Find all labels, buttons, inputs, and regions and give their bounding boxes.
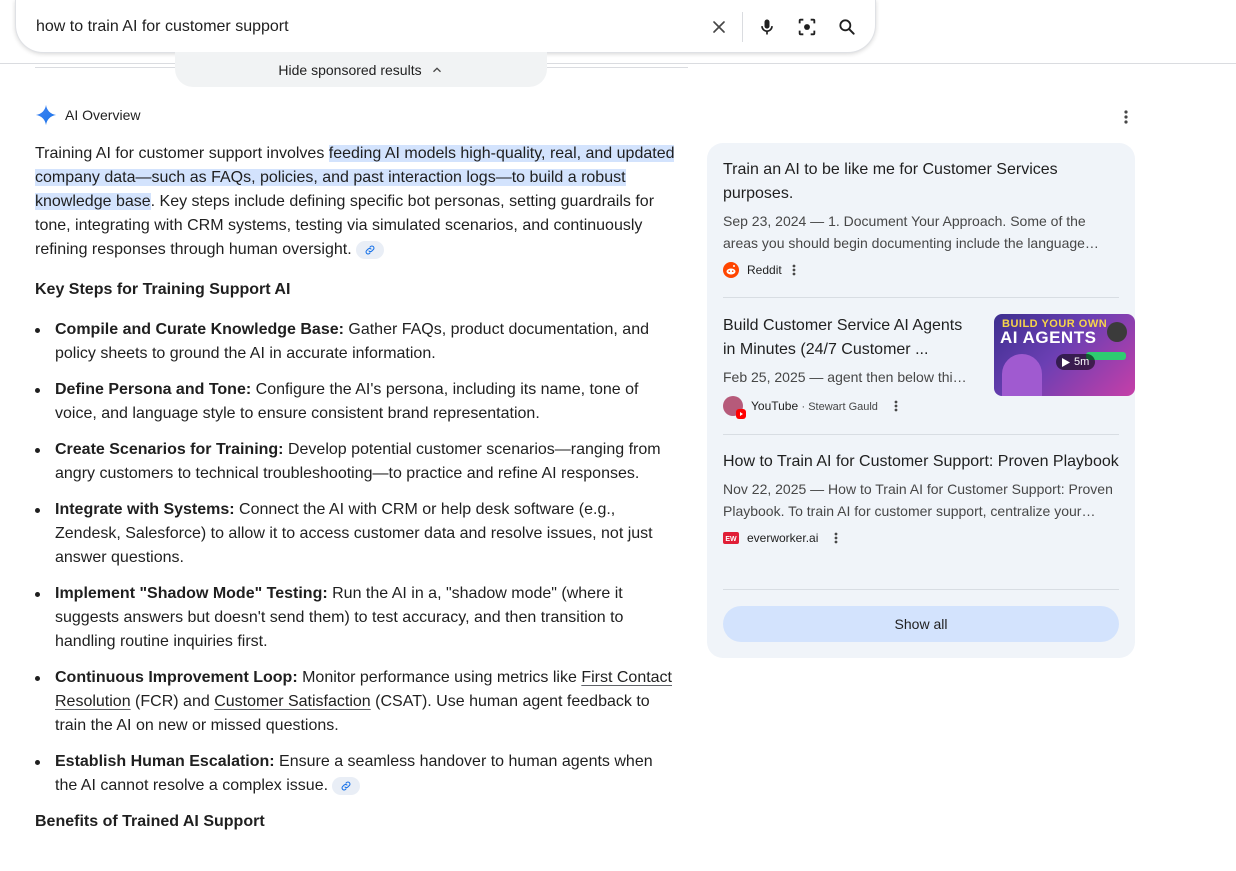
list-item	[35, 498, 675, 570]
source-title[interactable]: How to Train AI for Customer Support: Proven Playbook	[723, 453, 1119, 470]
ai-overview-title: AI Overview	[65, 107, 141, 123]
key-steps-heading: Key Steps for Training Support AI	[35, 281, 291, 298]
source-title[interactable]: Build Customer Service AI Agents in Minutes (24/7 Customer ...	[723, 317, 963, 358]
svg-text:EW: EW	[725, 536, 737, 543]
intro-highlight[interactable]: feeding AI models high-quality, real, and updated company data—such as FAQs, policies, and past interaction logs—to build a robust knowledge base	[35, 145, 675, 210]
thumbnail-text-top: BUILD YOUR OWN	[1002, 318, 1108, 330]
youtube-icon	[736, 409, 746, 419]
step-title: Continuous Improvement Loop:	[55, 669, 298, 686]
step-title: Create Scenarios for Training:	[55, 441, 284, 458]
list-item	[35, 318, 675, 366]
thumbnail-person-image	[1002, 354, 1042, 396]
first-contact-resolution-link[interactable]: First Contact Resolution	[55, 669, 672, 710]
microphone-icon[interactable]	[753, 13, 781, 41]
step-title: Integrate with Systems:	[55, 501, 235, 518]
everworker-icon	[723, 530, 739, 546]
divider	[723, 434, 1119, 435]
thumbnail-face-image	[1107, 322, 1127, 342]
thumbnail-text-main: AI AGENTS	[1000, 328, 1097, 347]
customer-satisfaction-link[interactable]: Customer Satisfaction	[214, 693, 371, 710]
divider	[723, 589, 1119, 590]
sources-panel	[707, 143, 1135, 658]
source-snippet: Sep 23, 2024 — 1. Document Your Approach. Some of the areas you should begin documenting include the language…	[723, 213, 1099, 251]
link-icon	[364, 244, 376, 256]
ai-overview-header	[35, 104, 140, 126]
source-meta	[723, 530, 1119, 546]
source-meta	[723, 396, 1119, 416]
step-title: Implement "Shadow Mode" Testing:	[55, 585, 328, 602]
video-duration-badge	[1056, 354, 1095, 370]
gemini-sparkle-icon	[35, 104, 57, 126]
search-icon[interactable]	[833, 13, 861, 41]
source-link-chip[interactable]	[332, 777, 360, 795]
step-title: Compile and Curate Knowledge Base:	[55, 321, 344, 338]
source-link-chip[interactable]	[356, 241, 384, 259]
source-site[interactable]: everworker.ai	[747, 531, 819, 545]
source-card[interactable]	[723, 314, 1119, 416]
source-author: · Stewart Gauld	[801, 401, 878, 413]
list-item	[35, 666, 675, 738]
step-text: (CSAT). Use human agent feedback to train the AI on new or missed questions.	[55, 693, 650, 734]
avatar	[723, 396, 743, 416]
search-divider	[742, 12, 743, 42]
hide-sponsored-label: Hide sponsored results	[278, 61, 422, 78]
intro-paragraph	[35, 142, 675, 262]
more-options-icon[interactable]	[792, 264, 796, 276]
list-item	[35, 378, 675, 426]
step-text: Connect the AI with CRM or help desk software (e.g., Zendesk, Salesforce) to allow it to access customer data and resolve issues, not just answer questions.	[55, 501, 653, 566]
search-input[interactable]	[36, 14, 676, 40]
show-all-button[interactable]: Show all	[723, 606, 1119, 642]
source-site[interactable]: YouTube	[751, 399, 799, 413]
search-box	[15, 0, 876, 53]
intro-text-after: . Key steps include defining specific bot personas, setting guardrails for tone, integrating with CRM systems, testing via simulated scenarios, and continuously refining responses through human oversight.	[35, 193, 655, 258]
clear-icon[interactable]	[705, 13, 733, 41]
chevron-up-icon	[430, 63, 444, 77]
step-text: Ensure a seamless handover to human agents when the AI cannot resolve a complex issue.	[55, 753, 653, 794]
step-text: Monitor performance using metrics like	[297, 669, 582, 686]
play-icon	[1062, 358, 1070, 367]
list-item	[35, 438, 675, 486]
more-options-icon[interactable]	[894, 400, 898, 412]
step-title: Establish Human Escalation:	[55, 753, 275, 770]
source-card[interactable]	[723, 450, 1119, 546]
more-options-icon[interactable]	[1115, 106, 1137, 128]
intro-text-before: Training AI for customer support involves	[35, 145, 329, 162]
step-text: Develop potential customer scenarios—ranging from angry customers to technical troubleshooting—to practice and refine AI responses.	[55, 441, 661, 482]
step-text: Run the AI in a, "shadow mode" (where it suggests answers but doesn't send them) to test accuracy, and then transition to handling routine inquiries first.	[55, 585, 624, 650]
more-options-icon[interactable]	[834, 532, 838, 544]
link-icon	[340, 780, 352, 792]
hide-sponsored-button[interactable]	[175, 52, 547, 87]
benefits-heading: Benefits of Trained AI Support	[35, 813, 265, 830]
source-snippet: Feb 25, 2025 — agent then below thi…	[723, 369, 967, 385]
key-steps-list	[35, 318, 675, 798]
divider	[723, 297, 1119, 298]
step-text: Gather FAQs, product documentation, and policy sheets to ground the AI in accurate information.	[55, 321, 649, 362]
list-item	[35, 750, 675, 798]
reddit-icon	[723, 262, 739, 278]
source-meta	[723, 262, 1119, 278]
source-card[interactable]	[723, 158, 1119, 278]
list-item	[35, 582, 675, 654]
video-duration: 5m	[1074, 356, 1090, 368]
camera-search-icon[interactable]	[793, 13, 821, 41]
ai-overview-body	[35, 142, 675, 834]
video-thumbnail[interactable]	[994, 314, 1135, 396]
step-text: (FCR) and	[130, 693, 215, 710]
step-title: Define Persona and Tone:	[55, 381, 252, 398]
source-site[interactable]: Reddit	[747, 263, 782, 277]
step-text: Configure the AI's persona, including its name, tone of voice, and language style to ensure consistent brand representation.	[55, 381, 639, 422]
source-snippet: Nov 22, 2025 — How to Train AI for Customer Support: Proven Playbook. To train AI for customer support, centralize your…	[723, 481, 1113, 519]
source-title[interactable]: Train an AI to be like me for Customer Services purposes.	[723, 161, 1058, 202]
